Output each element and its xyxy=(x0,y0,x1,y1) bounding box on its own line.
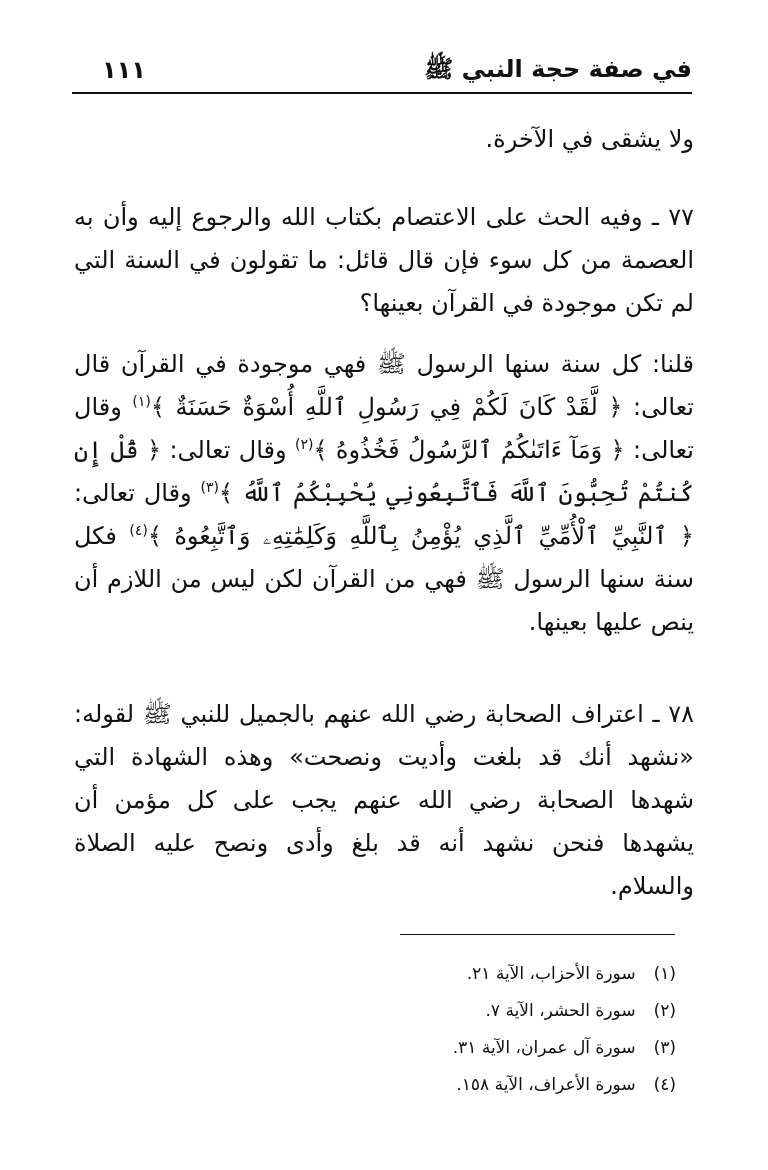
footnote-marker-3[interactable]: (٣) xyxy=(200,480,219,496)
paragraph-78: ٧٨ ـ اعتراف الصحابة رضي الله عنهم بالجميل للنبي ﷺ لقوله: «نشهد أنك قد بلغت وأديت ونصحت» وهذه الشهادة التي شهدها الصحابة رضي الله عنهم يجب على كل مؤمن أن يشهدها فنحن نشهد أنه قد بلغ وأدى ونصح عليه الصلاة والسلام. xyxy=(74,700,694,900)
footnote-number: (٢) xyxy=(653,1001,676,1021)
footnote-marker-4[interactable]: (٤) xyxy=(129,523,148,539)
quran-verse-2: ﴿ وَمَآ ءَاتَىٰكُمُ ٱلرَّسُولُ فَخُذُوهُ ﴾ xyxy=(313,436,625,464)
footnote-number: (٤) xyxy=(653,1075,676,1095)
text-segment: فكل سنة سنها الرسول ﷺ فهي من القرآن لكن ليس من اللازم أن ينص عليها بعينها. xyxy=(74,522,694,636)
text-segment: قلنا: كل سنة سنها الرسول ﷺ فهي موجودة في القرآن قال تعالى: xyxy=(74,350,694,421)
text-segment: وقال تعالى: xyxy=(74,393,694,464)
paragraph-quran-citations xyxy=(74,343,694,644)
footnote-text: سورة آل عمران، الآية ٣١. xyxy=(452,1038,636,1058)
footnote-text: سورة الأعراف، الآية ١٥٨. xyxy=(456,1075,636,1095)
paragraph-77: ٧٧ ـ وفيه الحث على الاعتصام بكتاب الله والرجوع إليه وأن به العصمة من كل سوء فإن قال قائل: ما تقولون في السنة التي لم تكن موجودة في القرآن بعينها؟ xyxy=(74,203,694,317)
footnote-marker-2[interactable]: (٢) xyxy=(294,437,314,453)
footnote-item xyxy=(74,1030,676,1067)
footnote-item xyxy=(74,1067,676,1104)
page-header xyxy=(72,48,692,94)
footnote-text: سورة الحشر، الآية ٧. xyxy=(485,1001,636,1021)
running-title: في صفة حجة النبي ﷺ xyxy=(424,55,692,83)
text-segment: وقال تعالى: xyxy=(74,479,192,507)
footnote-number: (١) xyxy=(653,964,676,984)
quran-verse-3: ﴿ قُلْ إِن كُنتُمْ تُحِبُّونَ ٱللَّهَ فَٱتَّبِعُونِي يُحْبِبْكُمُ ٱللَّهُ ﴾ xyxy=(74,436,694,507)
quran-verse-4: ﴿ ٱلنَّبِيِّ ٱلْأُمِّيِّ ٱلَّذِي يُؤْمِنُ بِٱللَّهِ وَكَلِمَٰتِهِۦ وَٱتَّبِعُوهُ ﴾ xyxy=(147,522,694,550)
text-segment: وقال تعالى: xyxy=(169,436,287,464)
page-number: ١١١ xyxy=(102,56,146,84)
footnotes xyxy=(74,956,676,1104)
footnote-number: (٣) xyxy=(653,1038,676,1058)
footnote-item xyxy=(74,993,676,1030)
quran-verse-1: ﴿ لَّقَدْ كَانَ لَكُمْ فِي رَسُولِ ٱللَّهِ أُسْوَةٌ حَسَنَةٌ ﴾ xyxy=(150,393,623,421)
paragraph-continuation: ولا يشقى في الآخرة. xyxy=(485,125,694,153)
footnote-marker-1[interactable]: (١) xyxy=(132,394,151,410)
footnote-item xyxy=(74,956,676,993)
footnote-text: سورة الأحزاب، الآية ٢١. xyxy=(466,964,636,984)
footnote-separator xyxy=(400,934,675,935)
